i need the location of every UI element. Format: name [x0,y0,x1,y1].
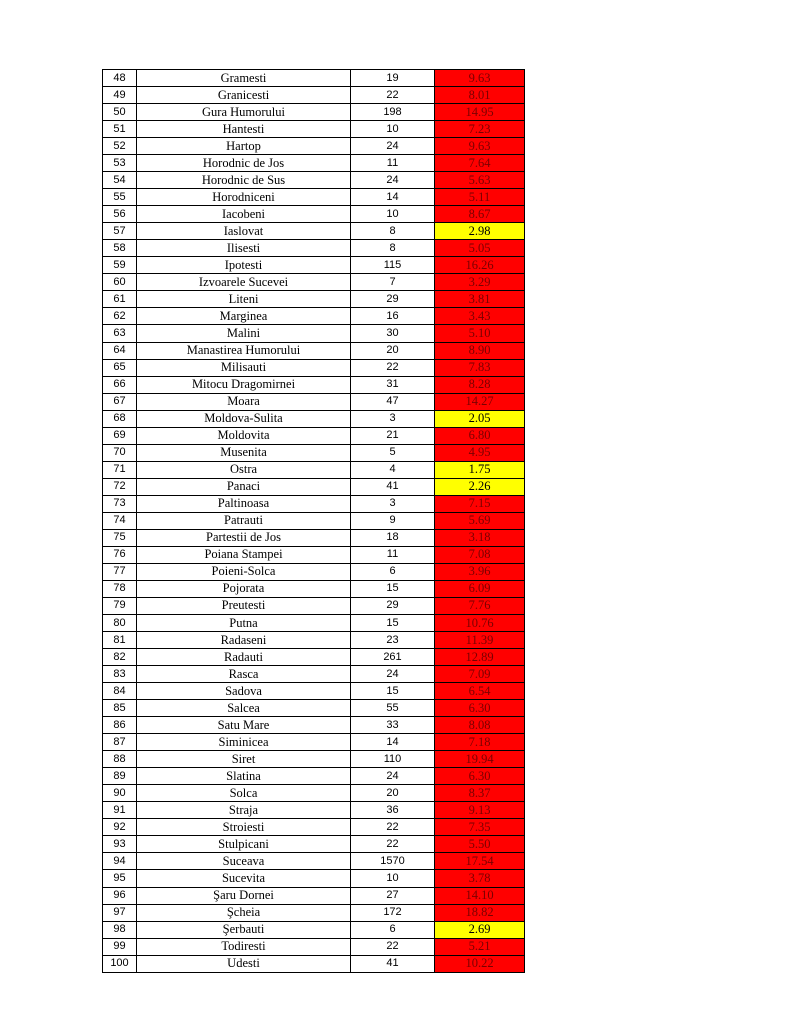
rate-cell: 5.63 [435,172,525,189]
locality-name-cell: Ilisesti [137,240,351,257]
table-row [103,325,525,342]
table-row [103,683,525,700]
count-cell: 14 [351,734,435,751]
table-row [103,819,525,836]
row-number-cell: 91 [103,802,137,819]
locality-name-cell: Putna [137,615,351,632]
rate-cell: 16.26 [435,257,525,274]
row-number-cell: 71 [103,461,137,478]
count-cell: 14 [351,189,435,206]
rate-cell: 3.18 [435,529,525,546]
locality-name-cell: Iaslovat [137,223,351,240]
rate-cell: 8.28 [435,376,525,393]
count-cell: 24 [351,138,435,155]
locality-name-cell: Ostra [137,461,351,478]
count-cell: 5 [351,444,435,461]
rate-cell: 7.18 [435,734,525,751]
count-cell: 6 [351,563,435,580]
rate-cell: 2.05 [435,410,525,427]
rate-cell: 11.39 [435,632,525,649]
count-cell: 20 [351,342,435,359]
count-cell: 22 [351,836,435,853]
rate-cell: 5.05 [435,240,525,257]
count-cell: 27 [351,887,435,904]
rate-cell: 8.08 [435,717,525,734]
row-number-cell: 83 [103,666,137,683]
table-row [103,189,525,206]
rate-cell: 9.63 [435,138,525,155]
rate-cell: 12.89 [435,649,525,666]
table-row [103,206,525,223]
rate-cell: 17.54 [435,853,525,870]
count-cell: 15 [351,615,435,632]
table-row [103,666,525,683]
count-cell: 22 [351,359,435,376]
row-number-cell: 49 [103,87,137,104]
rate-cell: 5.69 [435,512,525,529]
locality-name-cell: Patrauti [137,512,351,529]
table-row [103,121,525,138]
locality-name-cell: Moara [137,393,351,410]
count-cell: 15 [351,580,435,597]
rate-cell: 7.23 [435,121,525,138]
row-number-cell: 73 [103,495,137,512]
row-number-cell: 80 [103,615,137,632]
count-cell: 10 [351,870,435,887]
row-number-cell: 54 [103,172,137,189]
table-row [103,461,525,478]
count-cell: 8 [351,240,435,257]
count-cell: 22 [351,819,435,836]
row-number-cell: 69 [103,427,137,444]
table-row [103,172,525,189]
table-row [103,223,525,240]
rate-cell: 10.22 [435,955,525,972]
row-number-cell: 72 [103,478,137,495]
row-number-cell: 89 [103,768,137,785]
table-row [103,580,525,597]
rate-cell: 7.64 [435,155,525,172]
locality-name-cell: Solca [137,785,351,802]
locality-name-cell: Rasca [137,666,351,683]
row-number-cell: 68 [103,410,137,427]
row-number-cell: 60 [103,274,137,291]
locality-name-cell: Manastirea Humorului [137,342,351,359]
count-cell: 30 [351,325,435,342]
locality-name-cell: Horodnic de Sus [137,172,351,189]
row-number-cell: 62 [103,308,137,325]
row-number-cell: 70 [103,444,137,461]
table-row [103,87,525,104]
count-cell: 6 [351,921,435,938]
locality-name-cell: Partestii de Jos [137,529,351,546]
locality-name-cell: Sucevita [137,870,351,887]
rate-cell: 6.30 [435,700,525,717]
row-number-cell: 98 [103,921,137,938]
row-number-cell: 90 [103,785,137,802]
count-cell: 11 [351,546,435,563]
locality-name-cell: Siminicea [137,734,351,751]
row-number-cell: 95 [103,870,137,887]
count-cell: 22 [351,938,435,955]
locality-name-cell: Pojorata [137,580,351,597]
rate-cell: 5.50 [435,836,525,853]
row-number-cell: 63 [103,325,137,342]
table-row [103,887,525,904]
rate-cell: 14.10 [435,887,525,904]
table-row [103,495,525,512]
rate-cell: 18.82 [435,904,525,921]
count-cell: 3 [351,410,435,427]
rate-cell: 8.01 [435,87,525,104]
row-number-cell: 51 [103,121,137,138]
locality-name-cell: Hantesti [137,121,351,138]
row-number-cell: 84 [103,683,137,700]
row-number-cell: 59 [103,257,137,274]
count-cell: 31 [351,376,435,393]
table-row [103,921,525,938]
table-row [103,257,525,274]
rate-cell: 2.26 [435,478,525,495]
locality-name-cell: Şerbauti [137,921,351,938]
table-row [103,938,525,955]
table-row [103,904,525,921]
row-number-cell: 52 [103,138,137,155]
count-cell: 3 [351,495,435,512]
locality-name-cell: Stroiesti [137,819,351,836]
rate-cell: 9.13 [435,802,525,819]
table-row [103,546,525,563]
table-row [103,563,525,580]
count-cell: 18 [351,529,435,546]
rate-cell: 3.29 [435,274,525,291]
row-number-cell: 87 [103,734,137,751]
count-cell: 198 [351,104,435,121]
rate-cell: 1.75 [435,461,525,478]
locality-name-cell: Poiana Stampei [137,546,351,563]
table-row [103,155,525,172]
locality-name-cell: Gura Humorului [137,104,351,121]
rate-cell: 3.96 [435,563,525,580]
table-row [103,308,525,325]
rate-cell: 6.30 [435,768,525,785]
row-number-cell: 76 [103,546,137,563]
locality-name-cell: Gramesti [137,70,351,87]
table-row [103,717,525,734]
count-cell: 47 [351,393,435,410]
table-row [103,836,525,853]
count-cell: 29 [351,291,435,308]
table-row [103,768,525,785]
locality-name-cell: Radauti [137,649,351,666]
table-row [103,342,525,359]
table-row [103,240,525,257]
row-number-cell: 86 [103,717,137,734]
count-cell: 24 [351,666,435,683]
rate-cell: 5.11 [435,189,525,206]
rate-cell: 9.63 [435,70,525,87]
table-row [103,512,525,529]
row-number-cell: 100 [103,955,137,972]
rate-cell: 7.08 [435,546,525,563]
table-row [103,785,525,802]
count-cell: 10 [351,206,435,223]
locality-name-cell: Slatina [137,768,351,785]
row-number-cell: 81 [103,632,137,649]
table-row [103,274,525,291]
locality-name-cell: Poieni-Solca [137,563,351,580]
table-row [103,393,525,410]
locality-name-cell: Şcheia [137,904,351,921]
locality-name-cell: Stulpicani [137,836,351,853]
row-number-cell: 48 [103,70,137,87]
locality-name-cell: Izvoarele Sucevei [137,274,351,291]
row-number-cell: 79 [103,597,137,614]
count-cell: 22 [351,87,435,104]
table-row [103,410,525,427]
rate-cell: 7.15 [435,495,525,512]
locality-name-cell: Moldovita [137,427,351,444]
rate-cell: 2.69 [435,921,525,938]
rate-cell: 14.95 [435,104,525,121]
row-number-cell: 50 [103,104,137,121]
row-number-cell: 93 [103,836,137,853]
row-number-cell: 96 [103,887,137,904]
count-cell: 29 [351,597,435,614]
locality-name-cell: Salcea [137,700,351,717]
rate-cell: 2.98 [435,223,525,240]
count-cell: 55 [351,700,435,717]
locality-name-cell: Straja [137,802,351,819]
row-number-cell: 82 [103,649,137,666]
rate-cell: 19.94 [435,751,525,768]
table-row [103,751,525,768]
row-number-cell: 97 [103,904,137,921]
table-body [103,70,525,973]
row-number-cell: 58 [103,240,137,257]
rate-cell: 7.09 [435,666,525,683]
count-cell: 4 [351,461,435,478]
row-number-cell: 61 [103,291,137,308]
count-cell: 20 [351,785,435,802]
table-row [103,870,525,887]
count-cell: 261 [351,649,435,666]
locality-name-cell: Sadova [137,683,351,700]
count-cell: 110 [351,751,435,768]
count-cell: 16 [351,308,435,325]
count-cell: 21 [351,427,435,444]
table-row [103,802,525,819]
row-number-cell: 53 [103,155,137,172]
row-number-cell: 74 [103,512,137,529]
row-number-cell: 55 [103,189,137,206]
count-cell: 24 [351,172,435,189]
locality-name-cell: Granicesti [137,87,351,104]
row-number-cell: 67 [103,393,137,410]
locality-name-cell: Mitocu Dragomirnei [137,376,351,393]
locality-name-cell: Todiresti [137,938,351,955]
table-row [103,359,525,376]
locality-name-cell: Radaseni [137,632,351,649]
locality-name-cell: Udesti [137,955,351,972]
table-row [103,632,525,649]
rate-cell: 3.81 [435,291,525,308]
row-number-cell: 77 [103,563,137,580]
rate-cell: 14.27 [435,393,525,410]
locality-name-cell: Horodnic de Jos [137,155,351,172]
table-row [103,427,525,444]
table-row [103,700,525,717]
locality-name-cell: Satu Mare [137,717,351,734]
table-row [103,649,525,666]
rate-cell: 6.80 [435,427,525,444]
locality-name-cell: Horodniceni [137,189,351,206]
row-number-cell: 56 [103,206,137,223]
locality-name-cell: Panaci [137,478,351,495]
table-row [103,478,525,495]
row-number-cell: 94 [103,853,137,870]
count-cell: 19 [351,70,435,87]
rate-cell: 3.43 [435,308,525,325]
count-cell: 1570 [351,853,435,870]
count-cell: 33 [351,717,435,734]
row-number-cell: 75 [103,529,137,546]
count-cell: 9 [351,512,435,529]
rate-cell: 7.76 [435,597,525,614]
locality-name-cell: Şaru Dornei [137,887,351,904]
locality-name-cell: Paltinoasa [137,495,351,512]
table-row [103,104,525,121]
rate-cell: 5.21 [435,938,525,955]
row-number-cell: 99 [103,938,137,955]
count-cell: 11 [351,155,435,172]
table-row [103,376,525,393]
table-row [103,734,525,751]
row-number-cell: 88 [103,751,137,768]
count-cell: 24 [351,768,435,785]
rate-cell: 8.90 [435,342,525,359]
rate-cell: 10.76 [435,615,525,632]
row-number-cell: 92 [103,819,137,836]
count-cell: 115 [351,257,435,274]
locality-name-cell: Siret [137,751,351,768]
row-number-cell: 78 [103,580,137,597]
count-cell: 7 [351,274,435,291]
rate-cell: 8.67 [435,206,525,223]
rate-cell: 6.54 [435,683,525,700]
table-row [103,853,525,870]
row-number-cell: 65 [103,359,137,376]
locality-name-cell: Malini [137,325,351,342]
rate-cell: 5.10 [435,325,525,342]
row-number-cell: 64 [103,342,137,359]
locality-name-cell: Preutesti [137,597,351,614]
table-row [103,597,525,614]
rate-cell: 4.95 [435,444,525,461]
table-row [103,291,525,308]
rate-cell: 7.83 [435,359,525,376]
count-cell: 36 [351,802,435,819]
locality-name-cell: Musenita [137,444,351,461]
locality-name-cell: Suceava [137,853,351,870]
rate-cell: 8.37 [435,785,525,802]
rate-cell: 7.35 [435,819,525,836]
locality-name-cell: Moldova-Sulita [137,410,351,427]
locality-name-cell: Iacobeni [137,206,351,223]
locality-name-cell: Ipotesti [137,257,351,274]
count-cell: 41 [351,955,435,972]
count-cell: 172 [351,904,435,921]
locality-name-cell: Liteni [137,291,351,308]
table-row [103,529,525,546]
count-cell: 8 [351,223,435,240]
count-cell: 41 [351,478,435,495]
row-number-cell: 66 [103,376,137,393]
row-number-cell: 57 [103,223,137,240]
locality-name-cell: Milisauti [137,359,351,376]
count-cell: 23 [351,632,435,649]
rate-cell: 3.78 [435,870,525,887]
table-row [103,70,525,87]
rate-cell: 6.09 [435,580,525,597]
count-cell: 15 [351,683,435,700]
row-number-cell: 85 [103,700,137,717]
locality-name-cell: Marginea [137,308,351,325]
table-row [103,955,525,972]
count-cell: 10 [351,121,435,138]
locality-name-cell: Hartop [137,138,351,155]
table-row [103,444,525,461]
table-row [103,138,525,155]
table-row [103,615,525,632]
data-table [102,69,525,973]
